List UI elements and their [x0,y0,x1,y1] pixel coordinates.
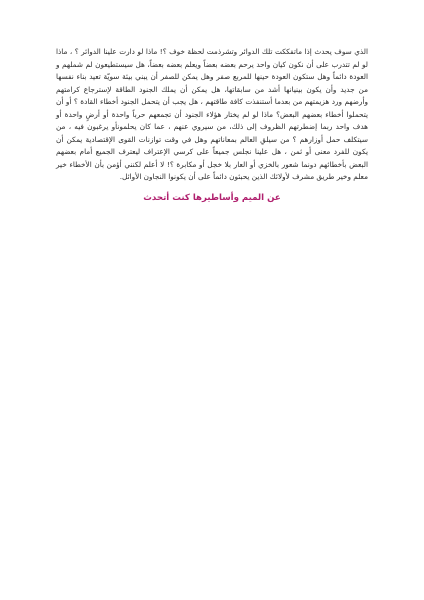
body-paragraph: الذي سوف يحدث إذا ماتفككت تلك الدوائر وتشرذمت لحظة خوف ؟! ماذا لو دارت علينا الدوائر ؟ ، ماذا لو لم تتدرب على أن نكون كيان واحد يرحم بعضه بعضاً ويعلم بعضه بعضاً، هل سيستطيعون لم شملهم و العودة دائماً وهل ستكون العودة حينها للمربع صفر وهل يمكن للصفر أن يبني بيئة سويّة تعيد بناء نفسها من جديد وأن يكون بينيانها أشد من سابقاتها، هل يمكن أن يملك الجنود الطاقة لإسترجاع كرامتهم وأرضهم ورد هزيمتهم من بعدما أستنفذت كافة طاقتهم ، هل يجب أن يتحمل الجنود أخطاء القادة ؟ أو أن يتحملوا أخطاء بعضهم البعض؟ ماذا لو لم يختار هؤلاء الجنود أن تجمعهم حرباً واحدة أو أرضٍ واحدة أو هدف واحد ربما إضطرتهم الظروف إلى ذلك، من سيروي عنهم ، عما كان يحلمونأو يرغبون فيه ، من سيتكلف حمل أوزارهم ؟ من سيلقِ العالم بمعاناتهم وهل في وقت توازنات القوى الإقتصادية يمكن أن يكون للفرد معنى أو ثمن ، هل علينا نجلس جميعاً على كرسي الإعتراف ليعترف الجميع أمام بعضهم البعض بأخطائهم دونما شعور بالخزي أو العار بلا خجل أو مكابرة ؟! لا أعلم لكنني أؤمن بأن الأخطاء خير معلم وخير طريق مشرف لأولائك الذين يحبئون دائماً على أن يكونوا النجاون الأوائل. [56,47,368,182]
signature-line: عن الميم وأساطيرها كنت أتحدث [143,193,281,204]
document-page [56,46,368,205]
